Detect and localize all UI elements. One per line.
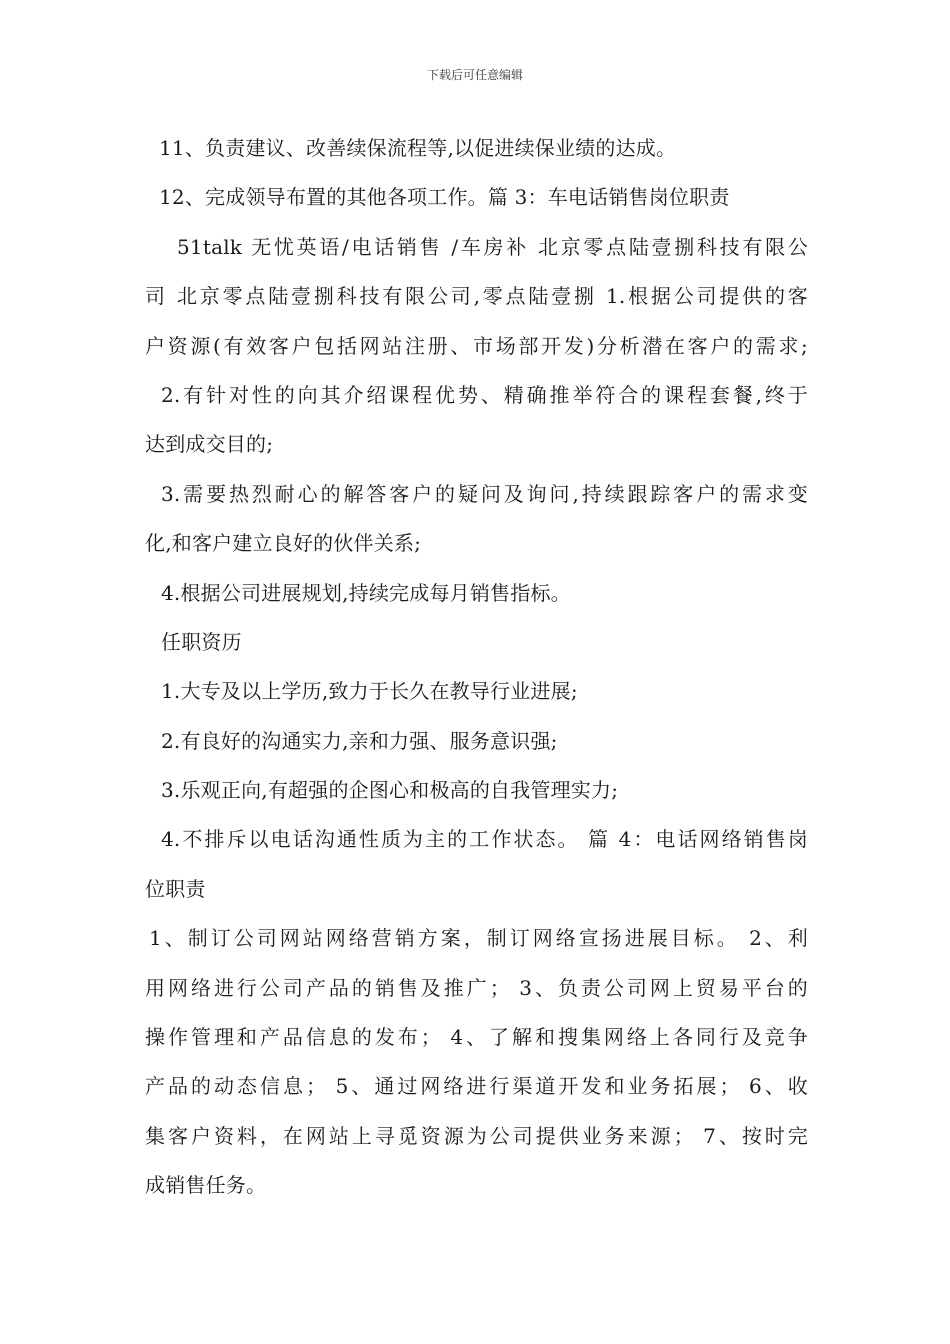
text-line-18: 用网络进行公司产品的销售及推广； 3、负责公司网上贸易平台的	[145, 975, 808, 1000]
text-line-5: 户资源(有效客户包括网站注册、市场部开发)分析潜在客户的需求;	[145, 333, 808, 358]
page-header: 下载后可任意编辑	[426, 68, 523, 82]
text-line-2: 12、完成领导布置的其他各项工作。篇 3：车电话销售岗位职责	[159, 185, 730, 210]
text-line-9: 化,和客户建立良好的伙伴关系;	[145, 531, 422, 556]
text-line-6: 2.有针对性的向其介绍课程优势、精确推举符合的课程套餐,终于	[161, 382, 808, 407]
text-line-8: 3.需要热烈耐心的解答客户的疑问及询问,持续跟踪客户的需求变	[161, 481, 808, 506]
text-line-3: 51talk 无忧英语/电话销售 /车房补 北京零点陆壹捌科技有限公	[177, 234, 808, 259]
text-line-16: 位职责	[145, 876, 206, 901]
text-line-14: 3.乐观正向,有超强的企图心和极高的自我管理实力;	[161, 778, 619, 803]
text-line-19: 操作管理和产品信息的发布； 4、了解和搜集网络上各同行及竞争	[145, 1025, 808, 1050]
text-line-15: 4.不排斥以电话沟通性质为主的工作状态。 篇 4：电话网络销售岗	[161, 827, 808, 852]
text-line-21: 集客户资料，在网站上寻觅资源为公司提供业务来源； 7、按时完	[145, 1123, 808, 1148]
text-line-10: 4.根据公司进展规划,持续完成每月销售指标。	[161, 580, 571, 605]
section-heading: 任职资历	[161, 629, 242, 654]
text-line-17: 1、制订公司网站网络营销方案，制订网络宣扬进展目标。 2、利	[149, 926, 808, 951]
text-line-12: 1.大专及以上学历,致力于长久在教导行业进展;	[161, 679, 578, 704]
document-body	[145, 124, 808, 1211]
text-line-7: 达到成交目的;	[145, 432, 274, 457]
text-line-22: 成销售任务。	[145, 1173, 267, 1198]
text-line-1: 11、负责建议、改善续保流程等,以促进续保业绩的达成。	[159, 136, 677, 160]
text-line-13: 2.有良好的沟通实力,亲和力强、服务意识强;	[161, 728, 558, 753]
text-line-20: 产品的动态信息； 5、通过网络进行渠道开发和业务拓展； 6、收	[145, 1074, 808, 1099]
text-line-4: 司 北京零点陆壹捌科技有限公司,零点陆壹捌 1.根据公司提供的客	[145, 284, 808, 309]
